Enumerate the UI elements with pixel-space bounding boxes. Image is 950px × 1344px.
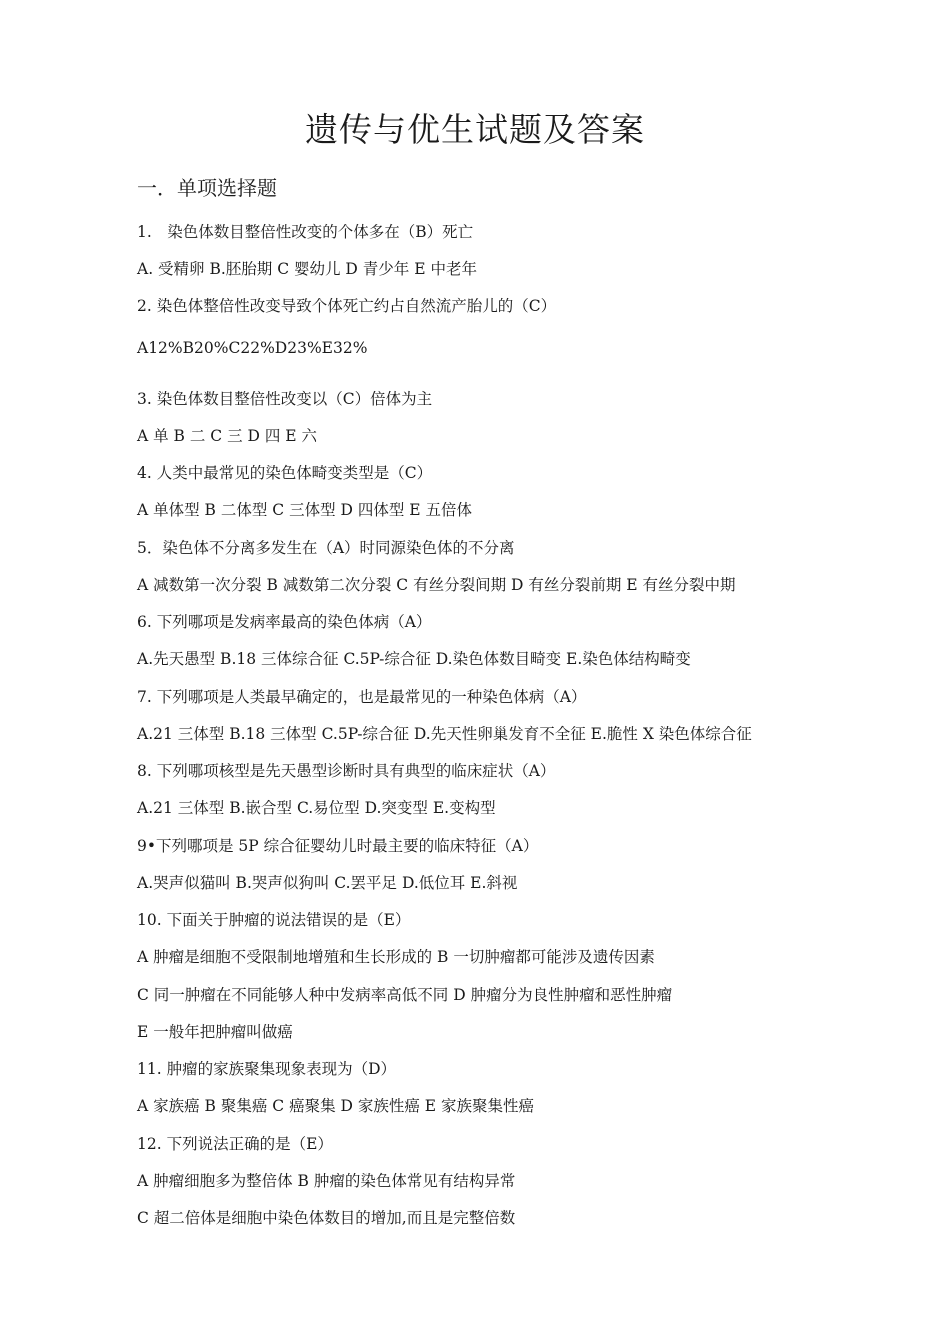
question-10-options-3: E 一般年把肿瘤叫做癌: [137, 1023, 293, 1041]
question-10-options-1: A 肿瘤是细胞不受限制地增殖和生长形成的 B 一切肿瘤都可能涉及遗传因素: [137, 948, 655, 966]
question-4: 4. 人类中最常见的染色体畸变类型是（C）: [137, 464, 433, 482]
question-2-options: A12%B20%C22%D23%E32%: [137, 339, 368, 357]
question-8: 8. 下列哪项核型是先天愚型诊断时具有典型的临床症状（A）: [137, 762, 556, 780]
question-11: 11. 肿瘤的家族聚集现象表现为（D）: [137, 1060, 397, 1078]
question-7: 7. 下列哪项是人类最早确定的，也是最常见的一种染色体病（A）: [137, 688, 587, 706]
question-5-options: A 减数第一次分裂 B 减数第二次分裂 C 有丝分裂间期 D 有丝分裂前期 E 有丝分裂中期: [137, 576, 736, 594]
question-6-options: A.先天愚型 B.18 三体综合征 C.5P-综合征 D.染色体数目畸变 E.染色体结构畸变: [137, 650, 691, 668]
question-2: 2. 染色体整倍性改变导致个体死亡约占自然流产胎儿的（C）: [137, 297, 557, 315]
question-12-options-2: C 超二倍体是细胞中染色体数目的增加,而且是完整倍数: [137, 1209, 516, 1227]
question-12-options-1: A 肿瘤细胞多为整倍体 B 肿瘤的染色体常见有结构异常: [137, 1172, 516, 1190]
question-4-options: A 单体型 B 二体型 C 三体型 D 四体型 E 五倍体: [137, 501, 473, 519]
question-11-options: A 家族癌 B 聚集癌 C 癌聚集 D 家族性癌 E 家族聚集性癌: [137, 1097, 535, 1115]
question-10-options-2: C 同一肿瘤在不同能够人种中发病率高低不同 D 肿瘤分为良性肿瘤和恶性肿瘤: [137, 986, 673, 1004]
question-10: 10. 下面关于肿瘤的说法错误的是（E）: [137, 911, 411, 929]
question-1: 1. 染色体数目整倍性改变的个体多在（B）死亡: [137, 223, 474, 241]
question-6: 6. 下列哪项是发病率最高的染色体病（A）: [137, 613, 432, 631]
question-3: 3. 染色体数目整倍性改变以（C）倍体为主: [137, 390, 433, 408]
question-8-options: A.21 三体型 B.嵌合型 C.易位型 D.突变型 E.变构型: [137, 799, 496, 817]
question-9-options: A.哭声似猫叫 B.哭声似狗叫 C.罢平足 D.低位耳 E.斜视: [137, 874, 518, 892]
question-5: 5．染色体不分离多发生在（A）时同源染色体的不分离: [137, 539, 515, 557]
question-12: 12. 下列说法正确的是（E）: [137, 1135, 333, 1153]
question-7-options: A.21 三体型 B.18 三体型 C.5P-综合征 D.先天性卵巢发育不全征 E.脆性 X 染色体综合征: [137, 725, 752, 743]
question-3-options: A 单 B 二 C 三 D 四 E 六: [137, 427, 318, 445]
document-title: 遗传与优生试题及答案: [305, 110, 645, 149]
question-1-options: A. 受精卵 B.胚胎期 C 婴幼儿 D 青少年 E 中老年: [137, 260, 477, 278]
question-9: 9•下列哪项是 5P 综合征婴幼儿时最主要的临床特征（A）: [137, 837, 539, 855]
section-heading: 一．单项选择题: [137, 176, 277, 200]
